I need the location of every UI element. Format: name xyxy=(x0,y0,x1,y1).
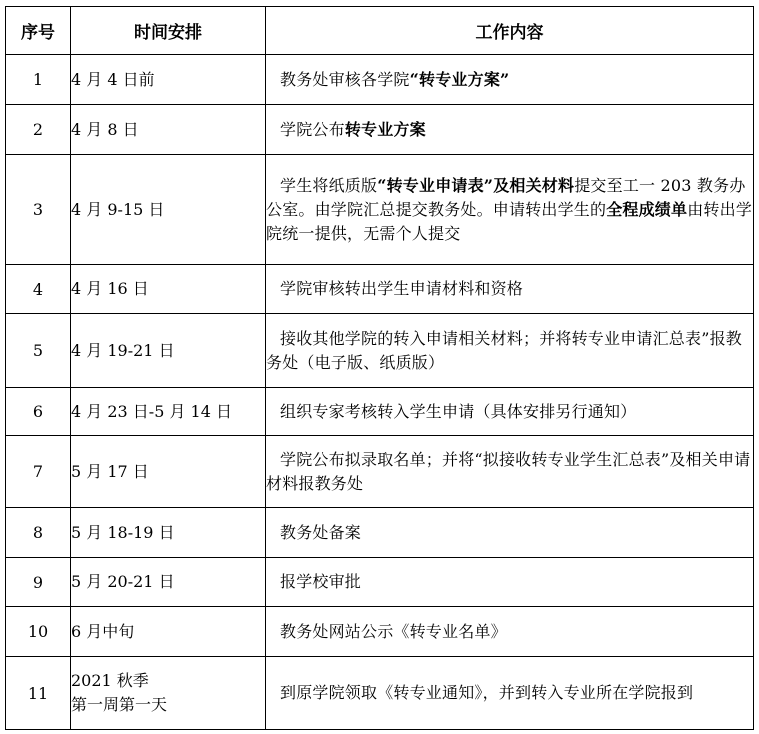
row-number: 9 xyxy=(6,558,71,607)
content-text: 由转出学院统一提供，无需个人提交 xyxy=(266,199,753,243)
table-row xyxy=(6,105,754,155)
row-number: 5 xyxy=(6,314,71,388)
header-content: 工作内容 xyxy=(266,7,754,55)
row-time xyxy=(71,607,266,657)
header-no: 序号 xyxy=(6,7,71,55)
content-text: 教务处审核各学院 xyxy=(280,69,410,89)
row-time xyxy=(71,436,266,508)
time-line: 6 月中旬 xyxy=(71,621,135,641)
content-text: 学生将纸质版 xyxy=(280,175,378,195)
table-row xyxy=(6,388,754,436)
row-time xyxy=(71,508,266,558)
row-content xyxy=(266,558,754,607)
time-line: 4 月 16 日 xyxy=(71,279,149,298)
row-content xyxy=(266,265,754,314)
content-text: 教务处备案 xyxy=(280,522,362,542)
row-number: 10 xyxy=(6,607,71,657)
time-line: 4 月 8 日 xyxy=(71,119,139,139)
time-line: 4 月 9-15 日 xyxy=(71,199,165,219)
row-content xyxy=(266,607,754,657)
schedule-body xyxy=(6,55,754,730)
row-time xyxy=(71,657,266,730)
content-text: 接收其他学院的转入申请相关材料；并将转专业申请汇总表”报教务处（电子版、纸质版） xyxy=(266,328,742,372)
content-emphasis: 全程成绩单 xyxy=(606,199,688,219)
row-content xyxy=(266,55,754,105)
row-number: 2 xyxy=(6,105,71,155)
content-text: 报学校审批 xyxy=(280,572,362,591)
row-time xyxy=(71,558,266,607)
row-time xyxy=(71,105,266,155)
table-row xyxy=(6,607,754,657)
table-row xyxy=(6,508,754,558)
row-number: 6 xyxy=(6,388,71,436)
content-emphasis: 转专业方案 xyxy=(344,119,426,139)
table-row xyxy=(6,265,754,314)
content-text: 学院审核转出学生申请材料和资格 xyxy=(280,279,524,298)
header-time: 时间安排 xyxy=(71,7,266,55)
table-row xyxy=(6,314,754,388)
time-line: 4 月 23 日-5 月 14 日 xyxy=(71,401,233,421)
row-time xyxy=(71,265,266,314)
schedule-table xyxy=(5,6,754,730)
row-content xyxy=(266,436,754,508)
content-emphasis: “转专业申请表”及相关材料 xyxy=(377,175,575,195)
row-time xyxy=(71,314,266,388)
time-line: 5 月 17 日 xyxy=(71,461,149,481)
content-emphasis: “转专业方案” xyxy=(409,69,510,89)
row-content xyxy=(266,657,754,730)
content-text: 到原学院领取《转专业通知》，并到转入专业所在学院报到 xyxy=(280,683,694,702)
table-row xyxy=(6,558,754,607)
row-content xyxy=(266,314,754,388)
time-line: 2021 秋季 xyxy=(71,671,149,690)
row-number: 11 xyxy=(6,657,71,730)
time-line: 4 月 19-21 日 xyxy=(71,340,175,360)
content-text: 组织专家考核转入学生申请（具体安排另行通知） xyxy=(280,401,637,421)
row-number: 7 xyxy=(6,436,71,508)
time-line: 4 月 4 日前 xyxy=(71,69,155,89)
row-number: 4 xyxy=(6,265,71,314)
row-content xyxy=(266,105,754,155)
row-time xyxy=(71,155,266,265)
time-line: 5 月 20-21 日 xyxy=(71,572,175,591)
time-line: 5 月 18-19 日 xyxy=(71,522,175,542)
content-text: 提交至工一 203 教务办公室。由学院汇总提交教务处。申请转出学生的 xyxy=(266,175,746,219)
table-row xyxy=(6,55,754,105)
content-text: 学院公布 xyxy=(280,119,345,139)
table-header-row xyxy=(6,7,754,55)
row-number: 1 xyxy=(6,55,71,105)
time-line: 第一周第一天 xyxy=(71,695,168,714)
table-row xyxy=(6,436,754,508)
row-content xyxy=(266,155,754,265)
row-number: 8 xyxy=(6,508,71,558)
row-content xyxy=(266,508,754,558)
table-row xyxy=(6,155,754,265)
content-text: 教务处网站公示《转专业名单》 xyxy=(280,621,507,641)
content-text: 学院公布拟录取名单；并将“拟接收转专业学生汇总表”及相关申请材料报教务处 xyxy=(266,449,751,493)
table-row xyxy=(6,657,754,730)
row-number: 3 xyxy=(6,155,71,265)
row-content xyxy=(266,388,754,436)
row-time xyxy=(71,55,266,105)
row-time xyxy=(71,388,266,436)
